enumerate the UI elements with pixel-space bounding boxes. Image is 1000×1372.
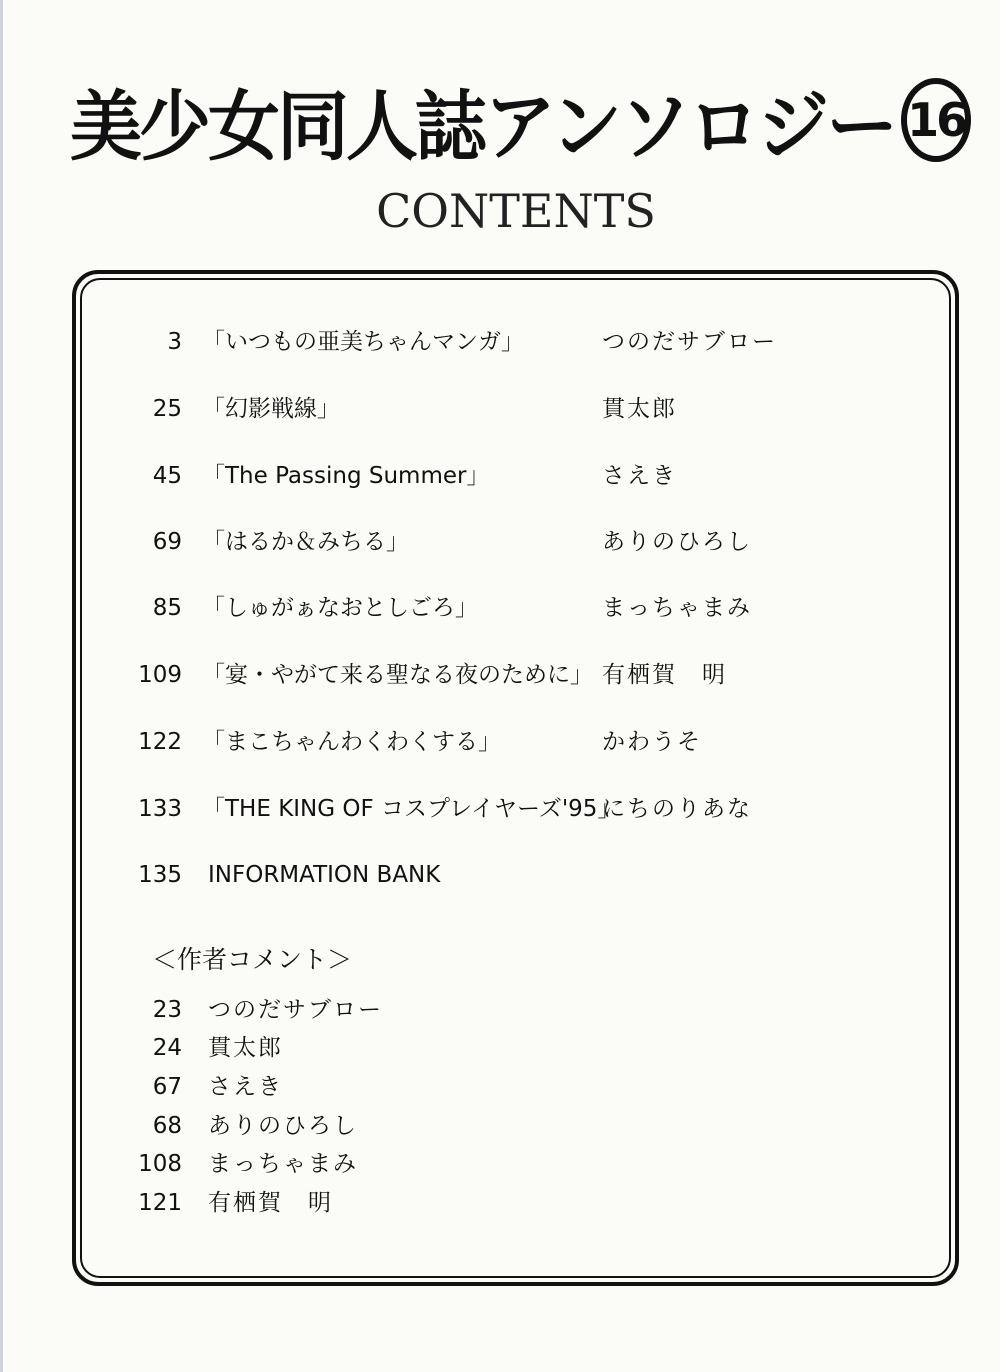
toc-author: 貫太郎 <box>602 396 677 422</box>
toc-title: 「しゅがぁなおとしごろ」 <box>202 595 478 621</box>
title-row <box>70 70 970 170</box>
toc-page-number: 133 <box>138 796 182 822</box>
toc-author: さえき <box>602 463 677 489</box>
toc-page-number: 3 <box>167 329 182 355</box>
comment-page-number: 108 <box>138 1151 182 1177</box>
toc-title: 「まこちゃんわくわくする」 <box>202 729 501 755</box>
toc-title: 「はるか＆みちる」 <box>202 529 409 555</box>
comment-page-number: 67 <box>152 1074 182 1100</box>
comment-page-number: 68 <box>152 1113 182 1139</box>
book-title: 美少女同人誌アンソロジー <box>70 81 896 171</box>
toc-page-number: 85 <box>152 595 182 621</box>
toc-author: ありのひろし <box>602 529 752 555</box>
toc-title: 「THE KING OF コスプレイヤーズ'95」 <box>202 796 621 822</box>
toc-page-number: 69 <box>152 529 182 555</box>
toc-title: 「幻影戦線」 <box>202 396 340 422</box>
toc-author: まっちゃまみ <box>602 595 752 621</box>
comment-author: 有栖賀 明 <box>208 1190 333 1216</box>
toc-page-number: 109 <box>138 662 182 688</box>
toc-page-number: 45 <box>152 463 182 489</box>
volume-badge: 16 <box>901 78 971 162</box>
toc-author: かわうそ <box>602 729 702 755</box>
toc-author: 有栖賀 明 <box>602 662 727 688</box>
toc-title: INFORMATION BANK <box>208 862 441 888</box>
toc-author: にちのりあな <box>602 796 752 822</box>
contents-heading: CONTENTS <box>376 184 656 238</box>
toc-title: 「いつもの亜美ちゃんマンガ」 <box>202 329 524 355</box>
comment-author: ありのひろし <box>208 1113 358 1139</box>
toc-page-number: 135 <box>138 862 182 888</box>
comment-page-number: 24 <box>152 1035 182 1061</box>
comment-author: まっちゃまみ <box>208 1151 358 1177</box>
toc-page-number: 122 <box>138 729 182 755</box>
comment-author: 貫太郎 <box>208 1035 283 1061</box>
toc-author: つのだサブロー <box>602 329 777 355</box>
comment-page-number: 121 <box>138 1190 182 1216</box>
toc-title: 「The Passing Summer」 <box>202 463 490 489</box>
comment-page-number: 23 <box>152 997 182 1023</box>
comment-author: つのだサブロー <box>208 997 383 1023</box>
author-comments-heading: ＜作者コメント＞ <box>152 945 353 974</box>
toc-title: 「宴・やがて来る聖なる夜のために」 <box>202 662 593 688</box>
toc-page-number: 25 <box>152 396 182 422</box>
comment-author: さえき <box>208 1074 283 1100</box>
